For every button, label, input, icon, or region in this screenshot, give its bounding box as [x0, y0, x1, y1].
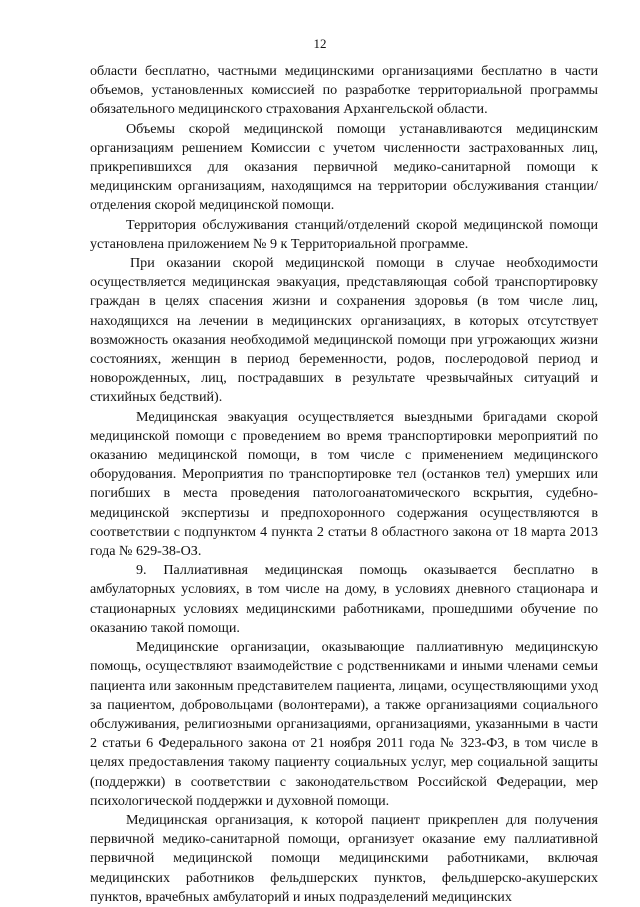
- document-body: [90, 62, 598, 907]
- page-number: 12: [313, 36, 327, 51]
- paragraph-palliative-care: 9. Паллиативная медицинская помощь оказывается бесплатно в амбулаторных условиях, в том числе на дому, в условиях дневного стационара и стационарных условиях медицинскими работниками, прошедшими обучение по оказанию такой помощи.: [90, 562, 598, 636]
- paragraph-service-territory: Территория обслуживания станций/отделений скорой медицинской помощи установлена приложением № 9 к Территориальной программе.: [90, 216, 598, 252]
- paragraph-ambulance-volumes: Объемы скорой медицинской помощи устанавливаются медицинским организациям решением Комиссии с учетом численности застрахованных лиц, прикрепившихся для оказания первичной медико-санитарной помощи к медицинским организациям, находящимся на территории обслуживания станции/отделения скорой медицинской помощи.: [90, 120, 598, 214]
- paragraph-continuation: области бесплатно, частными медицинскими организациями бесплатно в части объемов, установленных комиссией по разработке территориальной программы обязательного медицинского страхования Архангельской области.: [90, 63, 598, 118]
- paragraph-evacuation-teams: Медицинская эвакуация осуществляется выездными бригадами скорой медицинской помощи с проведением во время транспортировки мероприятий по оказанию медицинской помощи, в том числе с применением медицинского оборудования. Мероприятия по транспортировке тел (останков тел) умерших или погибших в места проведения патологоанатомического вскрытия, судебно-медицинской экспертизы и предпохоронного содержания осуществляются в соответствии с подпунктом 4 пункта 2 статьи 8 областного закона от 18 марта 2013 года № 629-38-ОЗ.: [90, 408, 598, 560]
- paragraph-medical-evacuation: При оказании скорой медицинской помощи в случае необходимости осуществляется медицинская эвакуация, представляющая собой транспортировку граждан в целях спасения жизни и сохранения здоровья (в том числе лиц, находящихся на лечении в медицинских организациях, в которых отсутствует возможность оказания необходимой медицинской помощи при угрожающих жизни состояниях, женщин в период беременности, родов, послеродовой период и новорожденных, лиц, пострадавших в результате чрезвычайных ситуаций и стихийных бедствий).: [90, 255, 598, 406]
- paragraph-primary-care-organization: Медицинская организация, к которой пациент прикреплен для получения первичной медико-санитарной помощи, организует оказание ему паллиативной первичной медицинской помощи медицинскими работниками, включая медицинских работников фельдшерских пунктов, фельдшерско-акушерских пунктов, врачебных амбулаторий и иных подразделений медицинских: [90, 811, 598, 905]
- paragraph-palliative-organizations: Медицинские организации, оказывающие паллиативную медицинскую помощь, осуществляют взаимодействие с родственниками и иными членами семьи пациента или законным представителем пациента, лицами, осуществляющими уход за пациентом, добровольцами (волонтерами), а также организациями социального обслуживания, религиозными организациями, организациями, указанными в части 2 статьи 6 Федерального закона от 21 ноября 2011 года № 323-ФЗ, в том числе в целях предоставления такому пациенту социальных услуг, мер социальной защиты (поддержки) в соответствии с законодательством Российской Федерации, мер психологической поддержки и духовной помощи.: [90, 639, 598, 809]
